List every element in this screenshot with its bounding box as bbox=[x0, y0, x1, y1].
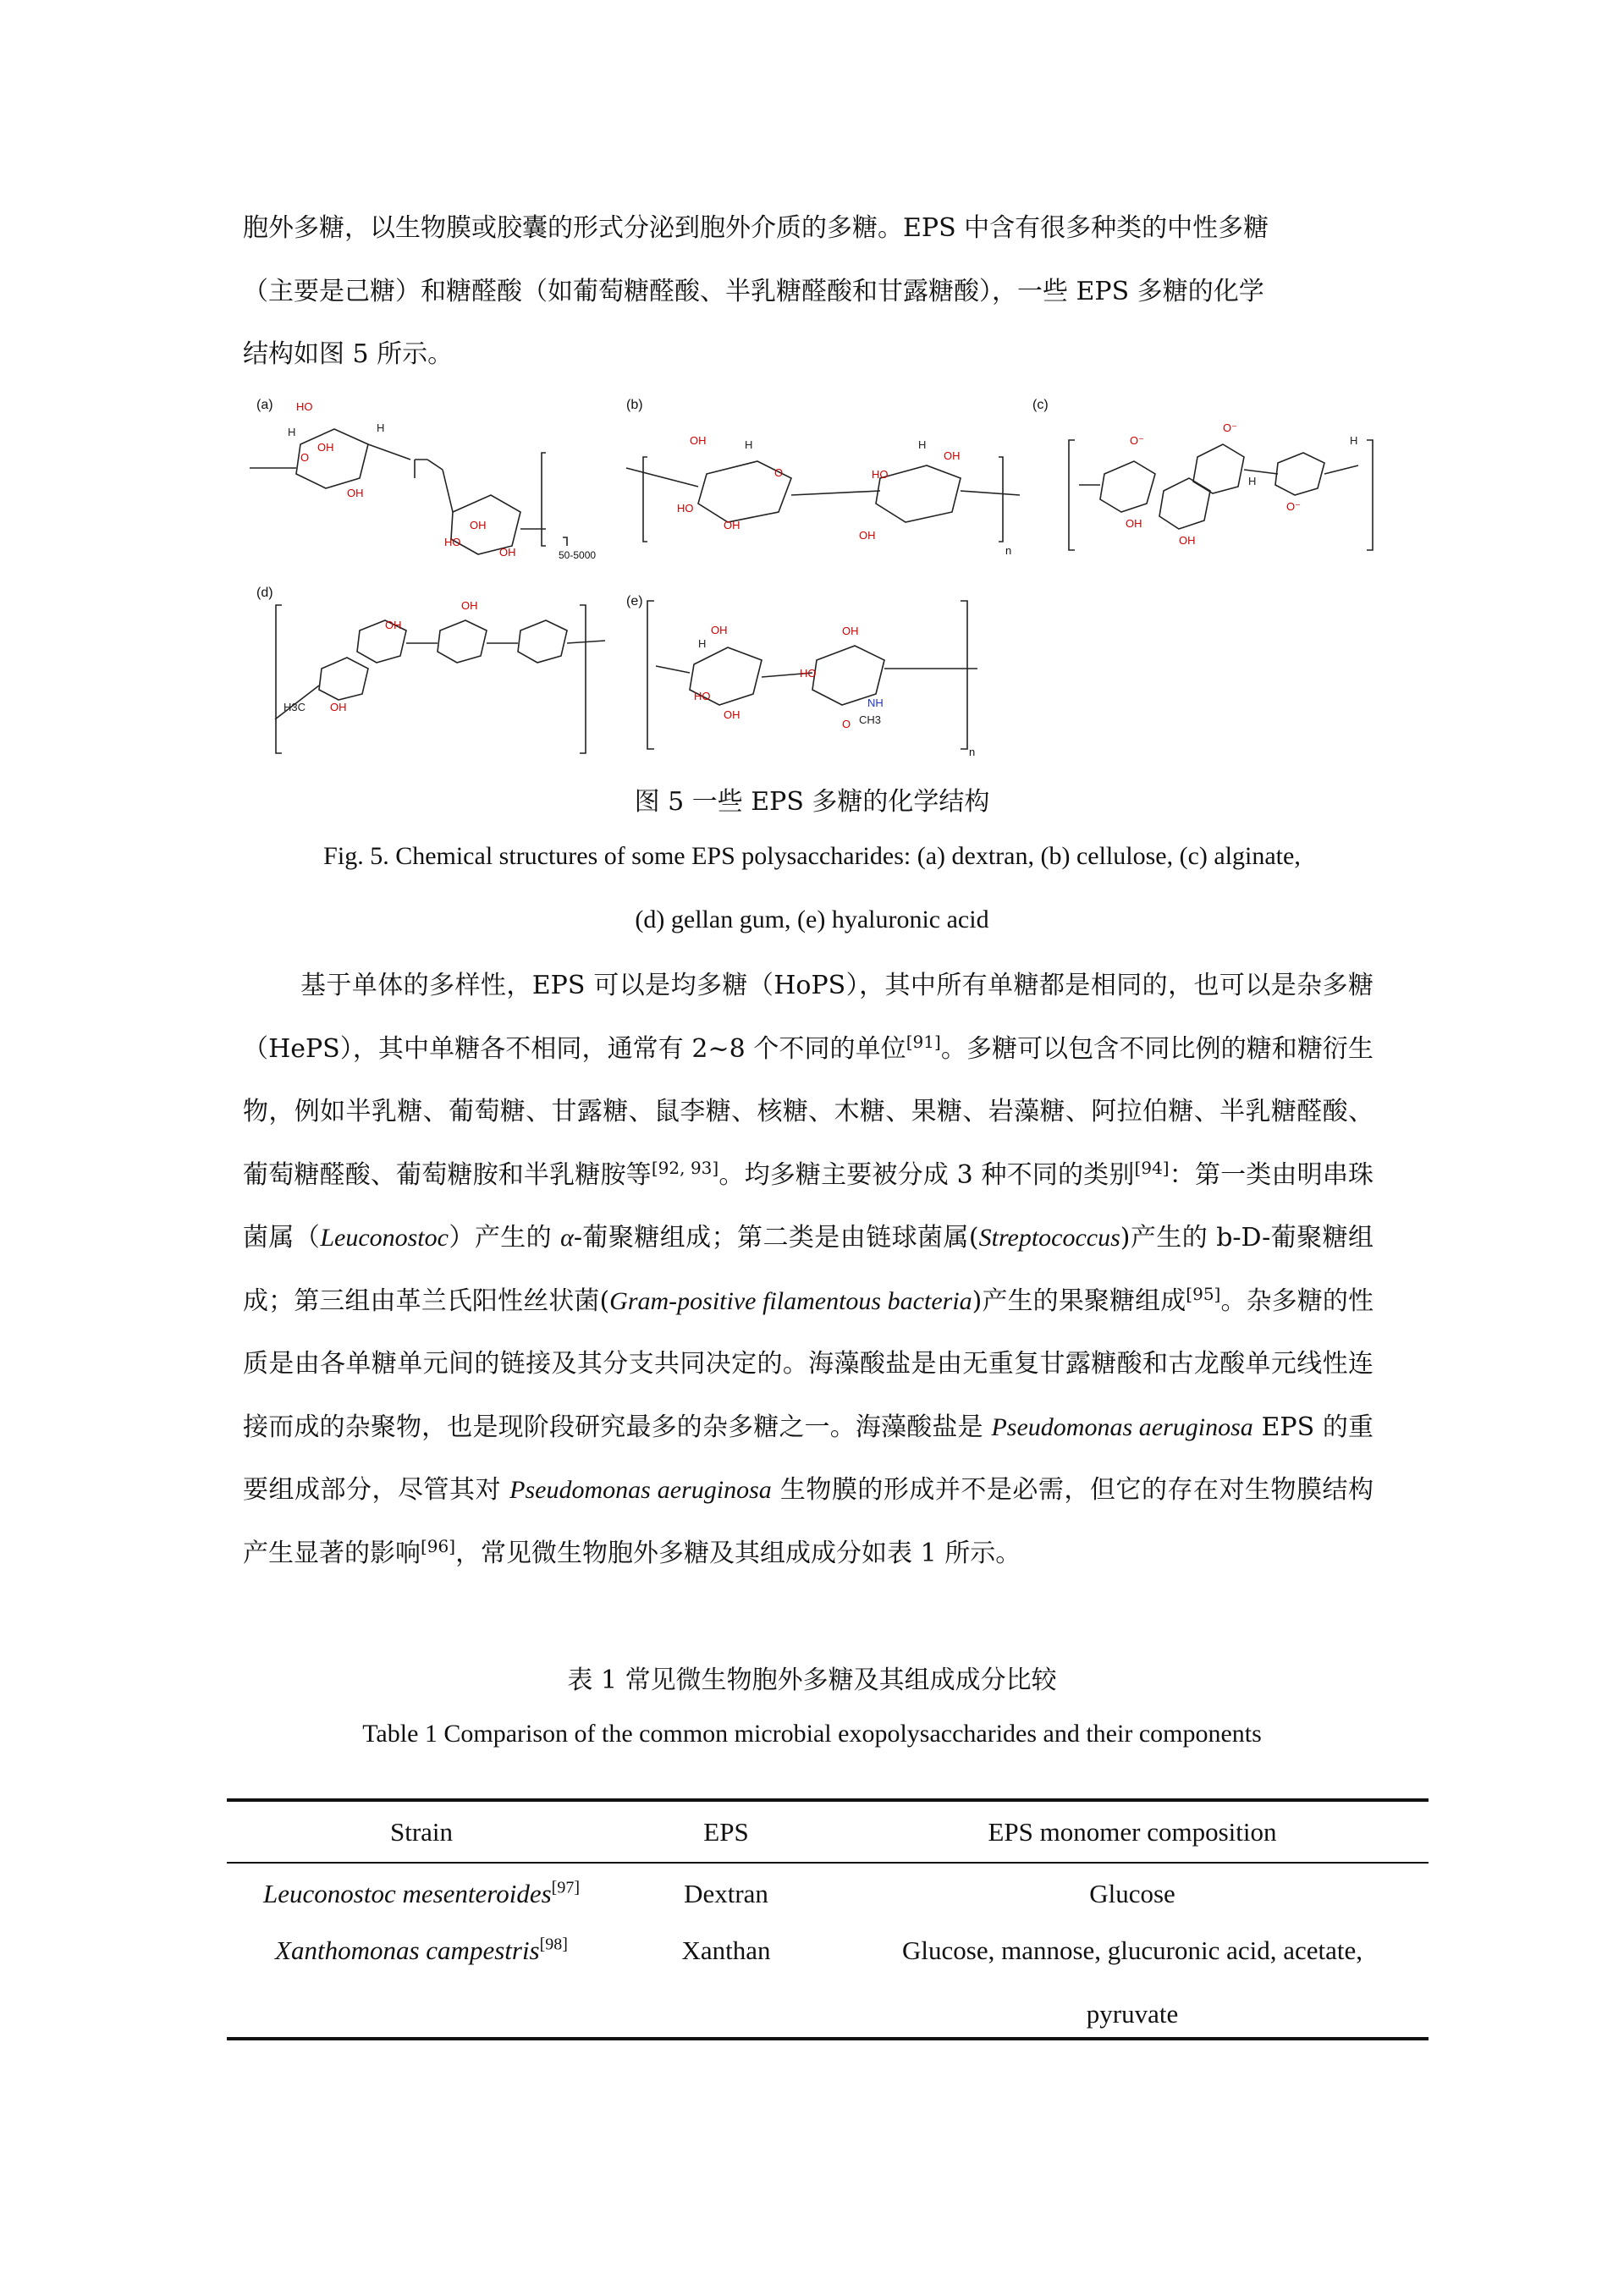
table-cell-eps: Dextran bbox=[684, 1879, 768, 1908]
label-oh: OH bbox=[842, 625, 859, 637]
repeat-count-a: 50-5000 bbox=[559, 549, 597, 561]
table-header-composition: EPS monomer composition bbox=[988, 1817, 1277, 1847]
label-oh: OH bbox=[724, 519, 740, 531]
label-o: O bbox=[842, 718, 851, 730]
citation-95: [95] bbox=[1186, 1283, 1221, 1304]
label-ho: HO bbox=[694, 690, 711, 702]
citation-91: [91] bbox=[906, 1031, 941, 1052]
genus-leuconostoc: Leuconostoc bbox=[320, 1224, 449, 1252]
gellan-ring-1 bbox=[319, 658, 368, 700]
label-oh: OH bbox=[470, 519, 487, 531]
label-o-minus: O⁻ bbox=[1223, 421, 1237, 434]
species-pseudomonas-1: Pseudomonas aeruginosa bbox=[991, 1412, 1253, 1441]
citation-94: [94] bbox=[1134, 1157, 1170, 1178]
table-bottom-rule bbox=[227, 2037, 1429, 2040]
table-top-rule bbox=[227, 1798, 1429, 1802]
table-caption-en: Table 1 Comparison of the common microbial exopolysaccharides and their components bbox=[362, 1720, 1262, 1748]
label-ho: HO bbox=[677, 502, 694, 515]
label-ch3: CH3 bbox=[859, 713, 882, 726]
label-oh: OH bbox=[461, 599, 478, 612]
citation-92-93: [92, 93] bbox=[651, 1157, 719, 1178]
label-oh: OH bbox=[317, 441, 334, 454]
chemical-structures bbox=[250, 394, 1375, 770]
label-ho: HO bbox=[296, 400, 313, 413]
table-cell-composition-cont: pyruvate bbox=[1086, 1999, 1179, 2029]
label-h: H bbox=[1248, 475, 1257, 487]
species-pseudomonas-2: Pseudomonas aeruginosa bbox=[509, 1476, 772, 1504]
label-o: O bbox=[300, 451, 310, 464]
panel-label-e: (e) bbox=[626, 594, 643, 608]
label-h: H bbox=[745, 438, 753, 451]
label-o: O bbox=[774, 466, 784, 479]
alginate-ring-2 bbox=[1159, 478, 1210, 529]
figure-caption-en-1: Fig. 5. Chemical structures of some EPS polysaccharides: (a) dextran, (b) cellulose, (c) alginate, bbox=[323, 842, 1301, 870]
gellan-ring-4 bbox=[518, 620, 567, 663]
label-h: H bbox=[918, 438, 927, 451]
intro-line-2: （主要是己糖）和糖醛酸（如葡萄糖醛酸、半乳糖醛酸和甘露糖酸），一些 EPS 多糖的化学 bbox=[243, 276, 1264, 306]
table-row: Xanthomonas campestris[98] bbox=[275, 1935, 568, 1965]
figure-caption-cn: 图 5 一些 EPS 多糖的化学结构 bbox=[634, 787, 990, 817]
intro-line-1: 胞外多糖，以生物膜或胶囊的形式分泌到胞外介质的多糖。EPS 中含有很多种类的中性多糖 bbox=[243, 213, 1269, 243]
table-header-strain: Strain bbox=[389, 1817, 454, 1847]
table-header-eps: EPS bbox=[703, 1817, 749, 1847]
label-oh: OH bbox=[944, 449, 961, 462]
label-oh: OH bbox=[1126, 517, 1142, 530]
label-oh: OH bbox=[347, 487, 364, 499]
table-row: Leuconostoc mesenteroides[97] bbox=[263, 1878, 580, 1908]
table-cell-eps: Xanthan bbox=[681, 1935, 771, 1965]
intro-paragraph bbox=[243, 197, 1374, 387]
intro-line-3: 结构如图 5 所示。 bbox=[243, 339, 454, 369]
panel-label-d: (d) bbox=[256, 586, 273, 600]
table-cell-composition: Glucose bbox=[1089, 1879, 1175, 1908]
table-caption-cn: 表 1 常见微生物胞外多糖及其组成成分比较 bbox=[567, 1666, 1057, 1695]
label-ho: HO bbox=[800, 667, 817, 680]
figure-5 bbox=[250, 394, 1375, 770]
label-h: H bbox=[1350, 434, 1358, 447]
label-h: H bbox=[288, 426, 296, 438]
table-header-rule bbox=[227, 1862, 1429, 1864]
label-oh: OH bbox=[385, 619, 402, 631]
label-oh: OH bbox=[499, 546, 516, 559]
body-text: 基于单体的多样性，EPS 可以是均多糖（HoPS），其中所有单糖都是相同的，也可以是杂多糖（HePS），其中单糖各不相同，通常有 2~8 个不同的单位[91]。多糖可以包含不同比例的糖和糖衍生物，例如半乳糖、葡萄糖、甘露糖、鼠李糖、核糖、木糖、果糖、岩藻糖、阿拉伯糖、半乳糖醛酸、葡萄糖醛酸、葡萄糖胺和半乳糖胺等[92, 93]。均多糖主要被分成 3 种不同的类别[94]：第一类由明串珠菌属（Leuconostoc）产生的 α-葡聚糖组成；第二类是由链球菌属(Streptococcus)产生的 b-D-葡聚糖组成；第三组由革兰氏阳性丝状菌(Gram-positive filamentous bacteria)产生的果聚糖组成[95]。杂多糖的性质是由各单糖单元间的链接及其分支共同决定的。海藻酸盐是由无重复甘露糖酸和古龙酸单元线性连接而成的杂聚物，也是现阶段研究最多的杂多糖之一。海藻酸盐是 Pseudomonas aeruginosa EPS 的重要组成部分，尽管其对 Pseudomonas aeruginosa 生物膜的形成并不是必需，但它的存在对生物膜结构产生显著的影响[96]，常见微生物胞外多糖及其组成成分如表 1 所示。 bbox=[243, 971, 1374, 1568]
label-h: H bbox=[698, 637, 707, 650]
cellulose-ring-2 bbox=[876, 465, 961, 522]
label-nh: NH bbox=[867, 697, 884, 709]
alginate-ring-3 bbox=[1193, 444, 1244, 493]
alginate-ring-1 bbox=[1100, 461, 1155, 512]
label-oh: OH bbox=[330, 701, 347, 713]
label-oh: OH bbox=[859, 529, 876, 542]
label-o-minus: O⁻ bbox=[1130, 434, 1144, 447]
gellan-ring-3 bbox=[438, 620, 487, 663]
alpha-symbol: α bbox=[560, 1224, 574, 1252]
repeat-n-e: n bbox=[969, 746, 976, 758]
label-h3c: H3C bbox=[284, 701, 306, 713]
gram-positive-bacteria: Gram-positive filamentous bacteria bbox=[609, 1286, 972, 1315]
alginate-ring-4 bbox=[1275, 453, 1324, 495]
label-oh: OH bbox=[1179, 534, 1196, 547]
label-oh: OH bbox=[724, 708, 740, 721]
label-ho: HO bbox=[872, 468, 889, 481]
label-ho: HO bbox=[444, 536, 461, 548]
body-paragraph bbox=[243, 955, 1374, 1585]
figure-caption-en-2: (d) gellan gum, (e) hyaluronic acid bbox=[635, 906, 989, 933]
citation-96: [96] bbox=[421, 1535, 456, 1556]
table-cell-composition: Glucose, mannose, glucuronic acid, acetate, bbox=[902, 1935, 1363, 1965]
label-o-minus: O⁻ bbox=[1286, 500, 1301, 513]
label-oh: OH bbox=[711, 624, 728, 636]
panel-label-a: (a) bbox=[256, 398, 273, 412]
label-oh: OH bbox=[690, 434, 707, 447]
genus-streptococcus: Streptococcus bbox=[978, 1224, 1120, 1252]
repeat-n-b: n bbox=[1005, 544, 1012, 557]
panel-label-b: (b) bbox=[626, 398, 643, 412]
panel-label-c: (c) bbox=[1032, 398, 1049, 412]
label-h: H bbox=[377, 421, 385, 434]
